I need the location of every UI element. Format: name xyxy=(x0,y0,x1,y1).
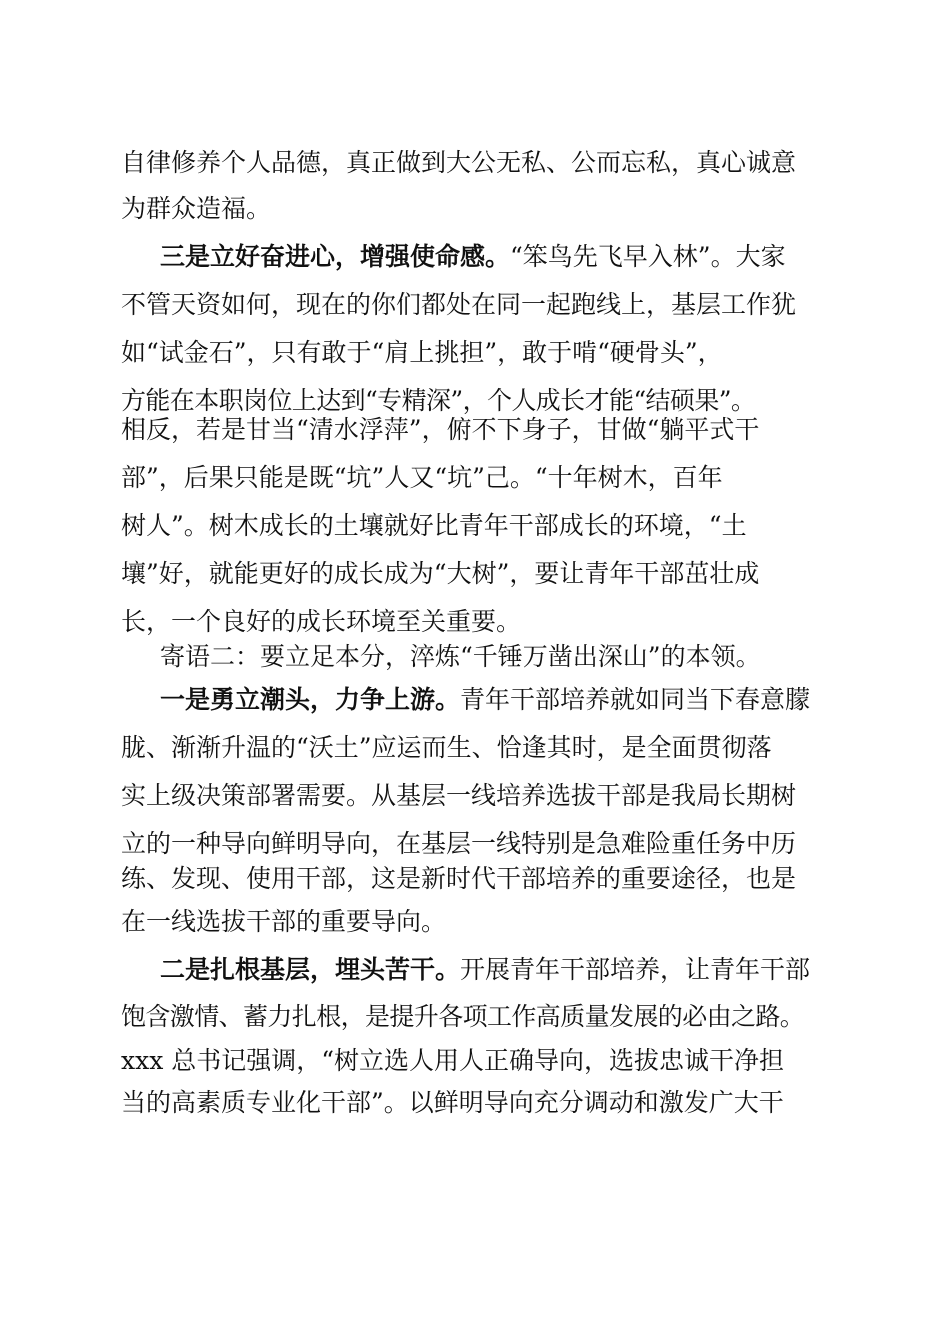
line-text: 部”，后果只能是既“坑”人又“坑”己。“十年树木，百年 xyxy=(121,463,723,492)
paragraph-line xyxy=(121,902,841,942)
paragraph-line xyxy=(121,602,841,642)
line-text: 相反，若是甘当“清水浮萍”，俯不下身子，甘做“躺平式干 xyxy=(121,415,760,444)
line-text: 胧、渐渐升温的“沃土”应运而生、恰逢其时，是全面贯彻落 xyxy=(121,733,772,762)
line-text: 在一线选拔干部的重要导向。 xyxy=(121,907,447,936)
line-text: “笨鸟先飞早入林”。大家 xyxy=(510,242,786,271)
line-text: 练、发现、使用干部，这是新时代干部培养的重要途径，也是 xyxy=(121,864,797,893)
line-text: 寄语二：要立足本分，淬炼“千锤万凿出深山”的本领。 xyxy=(160,642,761,671)
paragraph-line xyxy=(121,824,841,864)
paragraph-line xyxy=(121,997,841,1037)
paragraph-line xyxy=(160,680,840,720)
paragraph-line xyxy=(121,143,841,183)
paragraph-line xyxy=(160,237,840,277)
line-text: 树人”。树木成长的土壤就好比青年干部成长的环境，“土 xyxy=(121,511,747,540)
paragraph-line xyxy=(121,728,841,768)
line-text: 壤”好，就能更好的成长成为“大树”，要让青年干部茁壮成 xyxy=(121,559,760,588)
line-text: 立的一种导向鲜明导向，在基层一线特别是急难险重任务中历 xyxy=(121,829,797,858)
paragraph-line xyxy=(121,776,841,816)
paragraph-line xyxy=(121,1083,841,1123)
paragraph-line xyxy=(121,458,841,498)
paragraph-line xyxy=(121,333,841,373)
paragraph-line xyxy=(160,637,840,677)
line-text: 不管天资如何，现在的你们都处在同一起跑线上，基层工作犹 xyxy=(121,290,797,319)
paragraph-line xyxy=(121,1041,841,1081)
paragraph-line xyxy=(121,506,841,546)
line-text: 如“试金石”，只有敢于“肩上挑担”，敢于啃“硬骨头”， xyxy=(121,338,723,367)
paragraph-lead-heading: 一是勇立潮头，力争上游。 xyxy=(160,685,461,714)
paragraph-lead-heading: 三是立好奋进心，增强使命感。 xyxy=(160,242,511,271)
line-text: 方能在本职岗位上达到“专精深”，个人成长才能“结硕果”。 xyxy=(121,386,756,415)
line-text: 实上级决策部署需要。从基层一线培养选拔干部是我局长期树 xyxy=(121,781,797,810)
line-text: xxx 总书记强调，“树立选人用人正确导向，选拔忠诚干净担 xyxy=(121,1046,785,1075)
line-text: 自律修养个人品德，真正做到大公无私、公而忘私，真心诚意 xyxy=(121,148,797,177)
paragraph-line xyxy=(121,189,841,229)
paragraph-line xyxy=(160,950,840,990)
line-text: 长，一个良好的成长环境至关重要。 xyxy=(121,607,522,636)
paragraph-lead-heading: 二是扎根基层，埋头苦干。 xyxy=(160,955,461,984)
line-text: 当的高素质专业化干部”。以鲜明导向充分调动和激发广大干 xyxy=(121,1088,784,1117)
line-text: 为群众造福。 xyxy=(121,194,272,223)
paragraph-line xyxy=(121,410,841,450)
paragraph-line xyxy=(121,859,841,899)
line-text: 开展青年干部培养，让青年干部 xyxy=(460,955,811,984)
line-text: 饱含激情、蓄力扎根，是提升各项工作高质量发展的必由之路。 xyxy=(121,1002,805,1031)
line-text: 青年干部培养就如同当下春意朦 xyxy=(460,685,811,714)
paragraph-line xyxy=(121,285,841,325)
paragraph-line xyxy=(121,554,841,594)
